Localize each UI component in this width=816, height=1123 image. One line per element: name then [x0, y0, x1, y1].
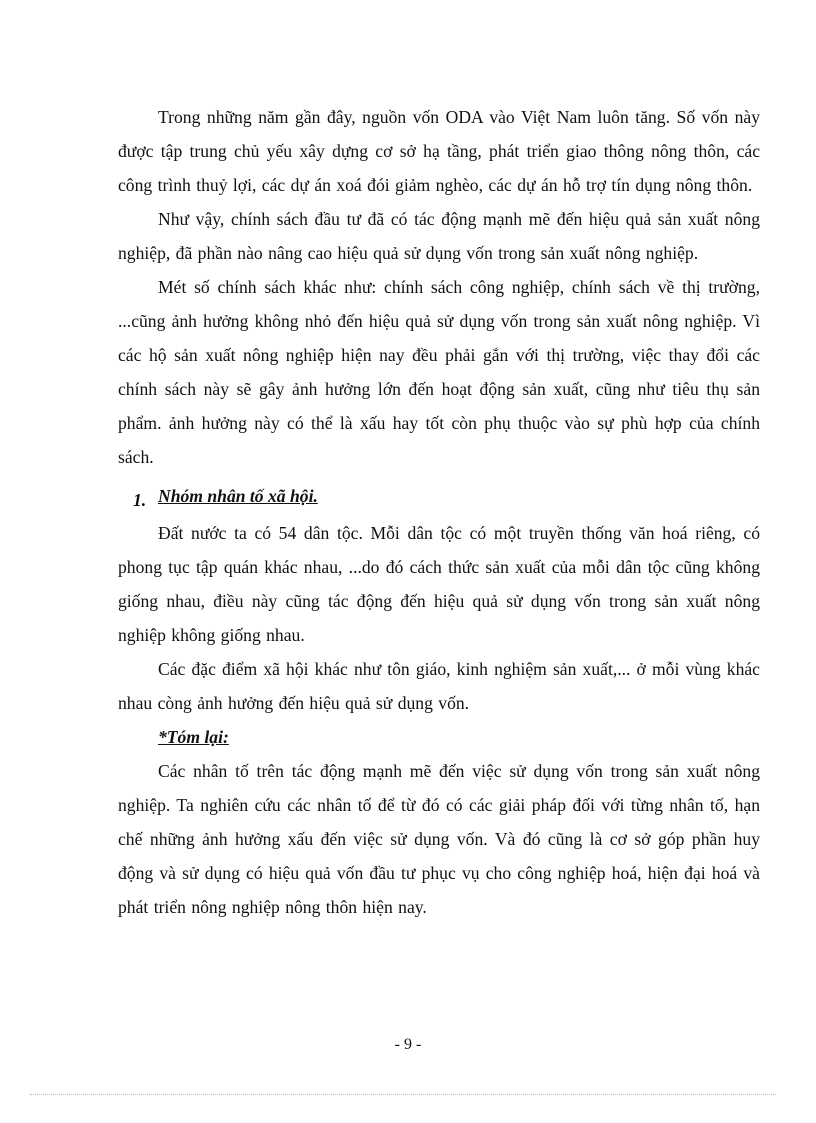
paragraph-investment-policy: Như vậy, chính sách đầu tư đã có tác động mạnh mẽ đến hiệu quả sản xuất nông nghiệp, đã phần nào nâng cao hiệu quả sử dụng vốn trong sản xuất nông nghiệp. — [118, 209, 760, 263]
paragraph-other-policies: Mét số chính sách khác như: chính sách công nghiệp, chính sách về thị trường, ...cũng ảnh hưởng không nhỏ đến hiệu quả sử dụng vốn trong sản xuất nông nghiệp. Vì các hộ sản xuất nông nghiệp hiện nay đều phải gắn với thị trường, việc thay đổi các chính sách này sẽ gây ảnh hưởng lớn đến hoạt động sản xuất, cũng như tiêu thụ sản phẩm. ảnh hưởng này có thể là xấu hay tốt còn phụ thuộc vào sự phù hợp của chính sách. — [118, 277, 760, 467]
page-body — [118, 100, 760, 924]
section-number: 1. — [133, 490, 147, 510]
paragraph-oda: Trong những năm gần đây, nguồn vốn ODA vào Việt Nam luôn tăng. Số vốn này được tập trung chủ yếu xây dựng cơ sở hạ tầng, phát triển giao thông nông thôn, các công trình thuỷ lợi, các dự án xoá đói giảm nghèo, các dự án hỗ trợ tín dụng nông thôn. — [118, 107, 760, 195]
paragraph-social-features: Các đặc điểm xã hội khác như tôn giáo, kinh nghiệm sản xuất,... ở mỗi vùng khác nhau còng ảnh hưởng đến hiệu quả sử dụng vốn. — [118, 659, 760, 713]
paragraph-summary: Các nhân tố trên tác động mạnh mẽ đến việc sử dụng vốn trong sản xuất nông nghiệp. Ta nghiên cứu các nhân tố để từ đó có các giải pháp đối với từng nhân tố, hạn chế những ảnh hưởng xấu đến việc sử dụng vốn. Và đó cũng là cơ sở góp phần huy động và sử dụng có hiệu quả vốn đầu tư phục vụ cho công nghiệp hoá, hiện đại hoá và phát triển nông nghiệp nông thôn hiện nay. — [118, 761, 760, 917]
page-number: - 9 - — [394, 1036, 422, 1053]
section-heading — [118, 480, 760, 516]
section-title: Nhóm nhân tố xã hội. — [158, 486, 318, 506]
paragraph-ethnic-groups: Đất nước ta có 54 dân tộc. Mỗi dân tộc có một truyền thống văn hoá riêng, có phong tục tập quán khác nhau, ...do đó cách thức sản xuất của mỗi dân tộc cũng không giống nhau, điều này cũng tác động đến hiệu quả sử dụng vốn trong sản xuất nông nghiệp không giống nhau. — [118, 523, 760, 645]
footer-divider — [30, 1094, 776, 1095]
summary-label: *Tóm lại: — [158, 727, 229, 747]
